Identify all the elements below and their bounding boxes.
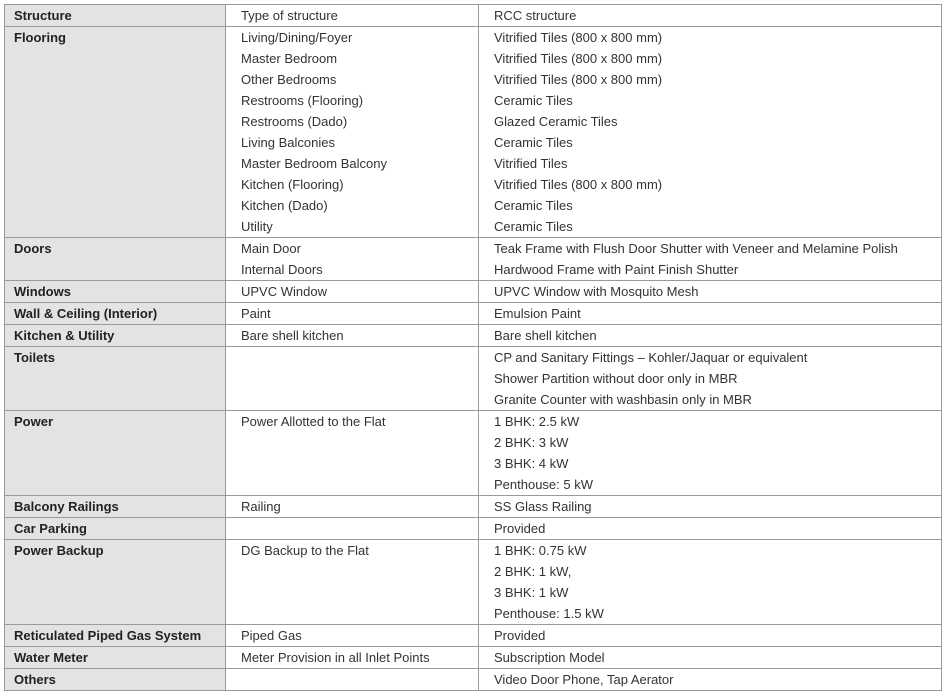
spec-value: Teak Frame with Flush Door Shutter with Veneer and Melamine Polish (494, 241, 898, 256)
spec-cell (479, 281, 942, 303)
item-label: Living/Dining/Foyer (241, 30, 353, 45)
item-label: Bare shell kitchen (241, 328, 344, 343)
item-label: Kitchen (Flooring) (241, 177, 344, 192)
item-cell (226, 27, 479, 238)
specifications-table (4, 4, 942, 691)
item-label: Type of structure (241, 8, 338, 23)
spec-value: 1 BHK: 0.75 kW (494, 543, 587, 558)
item-label: UPVC Window (241, 284, 327, 299)
spec-cell (479, 411, 942, 496)
item-cell (226, 281, 479, 303)
spec-value: Penthouse: 1.5 kW (494, 606, 604, 621)
spec-row (5, 540, 942, 625)
category-cell (5, 325, 226, 347)
spec-value: Subscription Model (494, 650, 605, 665)
spec-cell (479, 238, 942, 281)
category-cell (5, 411, 226, 496)
item-cell (226, 540, 479, 625)
item-label: Master Bedroom Balcony (241, 156, 387, 171)
category-label: Balcony Railings (14, 499, 119, 514)
spec-row (5, 411, 942, 496)
spec-row (5, 303, 942, 325)
item-cell (226, 303, 479, 325)
spec-row (5, 496, 942, 518)
spec-value: Vitrified Tiles (800 x 800 mm) (494, 177, 663, 192)
spec-value: Ceramic Tiles (494, 93, 573, 108)
spec-value: 2 BHK: 3 kW (494, 435, 569, 450)
category-label: Flooring (14, 30, 66, 45)
spec-value: Vitrified Tiles (800 x 800 mm) (494, 51, 663, 66)
item-label: Master Bedroom (241, 51, 338, 66)
spec-value: Provided (494, 521, 546, 536)
spec-value: 3 BHK: 4 kW (494, 456, 569, 471)
spec-value: Granite Counter with washbasin only in MBR (494, 392, 752, 407)
category-label: Kitchen & Utility (14, 328, 115, 343)
item-cell (226, 238, 479, 281)
spec-cell (479, 325, 942, 347)
category-label: Doors (14, 241, 52, 256)
spec-cell (479, 496, 942, 518)
category-cell (5, 5, 226, 27)
spec-value: Vitrified Tiles (800 x 800 mm) (494, 30, 663, 45)
category-label: Structure (14, 8, 72, 23)
category-cell (5, 281, 226, 303)
item-label: DG Backup to the Flat (241, 543, 369, 558)
item-label: Utility (241, 219, 273, 234)
item-label: Railing (241, 499, 281, 514)
spec-row (5, 281, 942, 303)
category-label: Reticulated Piped Gas System (14, 628, 202, 643)
item-cell (226, 518, 479, 540)
spec-value: Glazed Ceramic Tiles (494, 114, 618, 129)
item-cell (226, 625, 479, 647)
spec-value: Shower Partition without door only in MBR (494, 371, 738, 386)
spec-value: SS Glass Railing (494, 499, 592, 514)
category-cell (5, 27, 226, 238)
item-cell (226, 5, 479, 27)
category-cell (5, 496, 226, 518)
category-cell (5, 625, 226, 647)
item-label: Power Allotted to the Flat (241, 414, 386, 429)
item-label: Internal Doors (241, 262, 323, 277)
item-label: Living Balconies (241, 135, 335, 150)
spec-value: 1 BHK: 2.5 kW (494, 414, 580, 429)
category-cell (5, 647, 226, 669)
specifications-table-body (5, 5, 942, 691)
item-label: Main Door (241, 241, 301, 256)
spec-cell (479, 625, 942, 647)
item-cell (226, 347, 479, 411)
spec-value: Ceramic Tiles (494, 219, 573, 234)
spec-row (5, 669, 942, 691)
spec-value: UPVC Window with Mosquito Mesh (494, 284, 699, 299)
category-cell (5, 238, 226, 281)
spec-row (5, 27, 942, 238)
spec-value: Emulsion Paint (494, 306, 581, 321)
category-label: Car Parking (14, 521, 87, 536)
spec-row (5, 325, 942, 347)
spec-value: Video Door Phone, Tap Aerator (494, 672, 674, 687)
category-cell (5, 669, 226, 691)
spec-value: 2 BHK: 1 kW, (494, 564, 572, 579)
spec-cell (479, 669, 942, 691)
category-label: Power Backup (14, 543, 104, 558)
spec-value: Hardwood Frame with Paint Finish Shutter (494, 262, 739, 277)
category-cell (5, 347, 226, 411)
spec-cell (479, 27, 942, 238)
spec-row (5, 647, 942, 669)
spec-value: Vitrified Tiles (800 x 800 mm) (494, 72, 663, 87)
spec-value: 3 BHK: 1 kW (494, 585, 569, 600)
spec-value: RCC structure (494, 8, 577, 23)
category-label: Windows (14, 284, 71, 299)
item-label: Restrooms (Dado) (241, 114, 348, 129)
spec-row (5, 347, 942, 411)
item-label: Meter Provision in all Inlet Points (241, 650, 430, 665)
spec-value: Ceramic Tiles (494, 198, 573, 213)
category-cell (5, 518, 226, 540)
spec-value: Penthouse: 5 kW (494, 477, 593, 492)
item-label: Kitchen (Dado) (241, 198, 328, 213)
spec-value: Ceramic Tiles (494, 135, 573, 150)
spec-value: Provided (494, 628, 546, 643)
category-label: Others (14, 672, 56, 687)
spec-value: Vitrified Tiles (494, 156, 568, 171)
spec-row (5, 5, 942, 27)
category-label: Power (14, 414, 54, 429)
item-cell (226, 411, 479, 496)
spec-cell (479, 647, 942, 669)
spec-cell (479, 518, 942, 540)
spec-value: Bare shell kitchen (494, 328, 597, 343)
category-label: Toilets (14, 350, 55, 365)
category-cell (5, 540, 226, 625)
item-cell (226, 325, 479, 347)
item-cell (226, 647, 479, 669)
spec-row (5, 238, 942, 281)
category-label: Water Meter (14, 650, 88, 665)
spec-row (5, 518, 942, 540)
item-cell (226, 496, 479, 518)
item-label: Piped Gas (241, 628, 302, 643)
item-cell (226, 669, 479, 691)
category-label: Wall & Ceiling (Interior) (14, 306, 158, 321)
spec-cell (479, 540, 942, 625)
category-cell (5, 303, 226, 325)
spec-cell (479, 347, 942, 411)
item-label: Paint (241, 306, 271, 321)
item-label: Other Bedrooms (241, 72, 337, 87)
spec-cell (479, 5, 942, 27)
spec-cell (479, 303, 942, 325)
spec-value: CP and Sanitary Fittings – Kohler/Jaquar or equivalent (494, 350, 808, 365)
spec-row (5, 625, 942, 647)
item-label: Restrooms (Flooring) (241, 93, 364, 108)
